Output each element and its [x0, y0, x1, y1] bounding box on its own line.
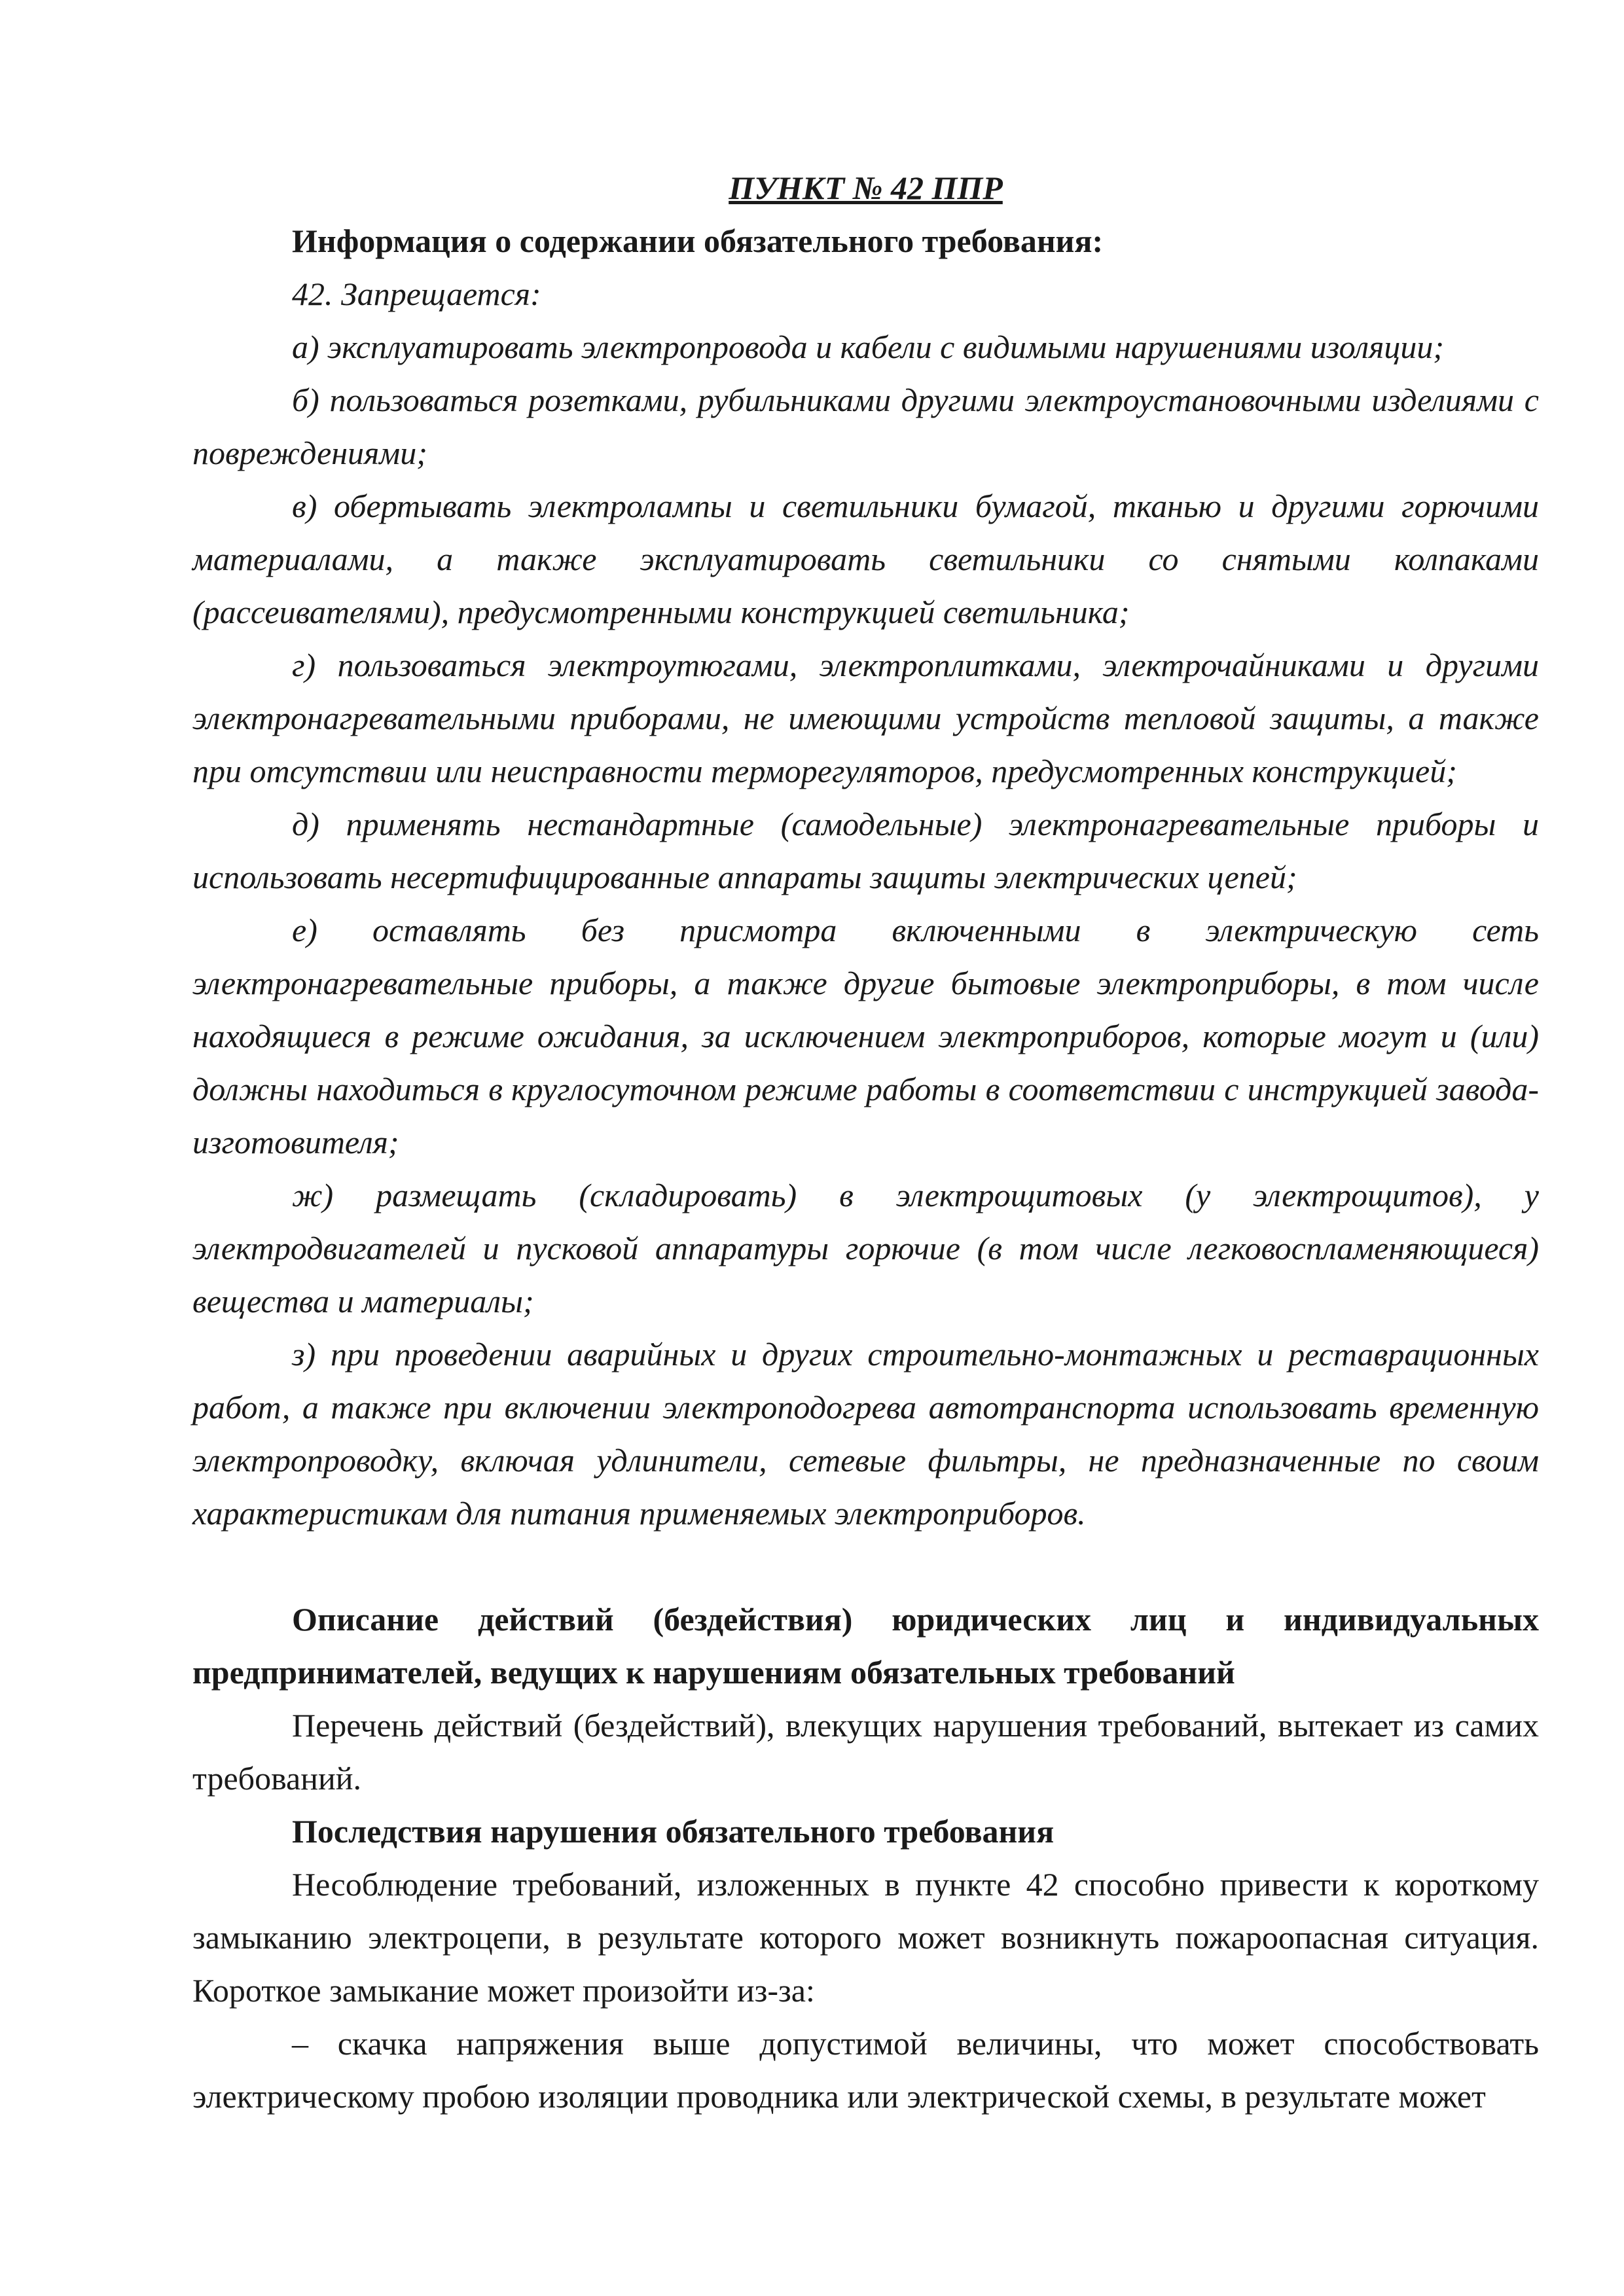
clause-item-b: б) пользоваться розетками, рубильниками другими электроустановочными изделиями с повреждениями;: [192, 382, 1539, 471]
document-content: [192, 162, 1539, 2123]
clause-intro: 42. Запрещается:: [292, 276, 541, 312]
clause-item-v: в) обертывать электролампы и светильники бумагой, тканью и другими горючими материалами, а также эксплуатировать светильники со снятыми колпаками (рассеивателями), предусмотренными конструкцией светильника;: [192, 488, 1539, 630]
actions-text: Перечень действий (бездействий), влекущих нарушения требований, вытекает из самих требований.: [192, 1707, 1539, 1797]
clause-item-g: г) пользоваться электроутюгами, электроплитками, электрочайниками и другими электронагревательными приборами, не имеющими устройств тепловой защиты, а также при отсутствии или неисправности терморегуляторов, предусмотренных конструкцией;: [192, 647, 1539, 789]
consequences-text: Несоблюдение требований, изложенных в пункте 42 способно привести к короткому замыканию электроцепи, в результате которого может возникнуть пожароопасная ситуация. Короткое замыкание может произойти из-за:: [192, 1866, 1539, 2009]
clause-item-a: а) эксплуатировать электропровода и кабели с видимыми нарушениями изоляции;: [292, 329, 1445, 365]
consequences-heading: Последствия нарушения обязательного требования: [292, 1813, 1055, 1850]
consequences-item: – скачка напряжения выше допустимой величины, что может способствовать электрическому пробою изоляции проводника или электрической схемы, в результате может: [192, 2025, 1539, 2115]
info-heading: Информация о содержании обязательного требования:: [292, 223, 1104, 259]
clause-item-e: е) оставлять без присмотра включенными в электрическую сеть электронагревательные приборы, а также другие бытовые электроприборы, в том числе находящиеся в режиме ожидания, за исключением электроприборов, которые могут и (или) должны находиться в круглосуточном режиме работы в соответствии с инструкцией завода-изготовителя;: [192, 912, 1539, 1160]
clause-item-zh: ж) размещать (складировать) в электрощитовых (у электрощитов), у электродвигателей и пусковой аппаратуры горючие (в том числе легковоспламеняющиеся) вещества и материалы;: [192, 1177, 1539, 1319]
actions-heading: Описание действий (бездействия) юридических лиц и индивидуальных предпринимателей, ведущих к нарушениям обязательных требований: [192, 1601, 1539, 1691]
clause-item-d: д) применять нестандартные (самодельные) электронагревательные приборы и использовать несертифицированные аппараты защиты электрических цепей;: [192, 806, 1539, 895]
clause-item-z: з) при проведении аварийных и других строительно-монтажных и реставрационных работ, а также при включении электроподогрева автотранспорта использовать временную электропроводку, включая удлинители, сетевые фильтры, не предназначенные по своим характеристикам для питания применяемых электроприборов.: [192, 1336, 1539, 1532]
section-spacer: [192, 1540, 1539, 1593]
document-title: ПУНКТ № 42 ППР: [729, 170, 1003, 206]
